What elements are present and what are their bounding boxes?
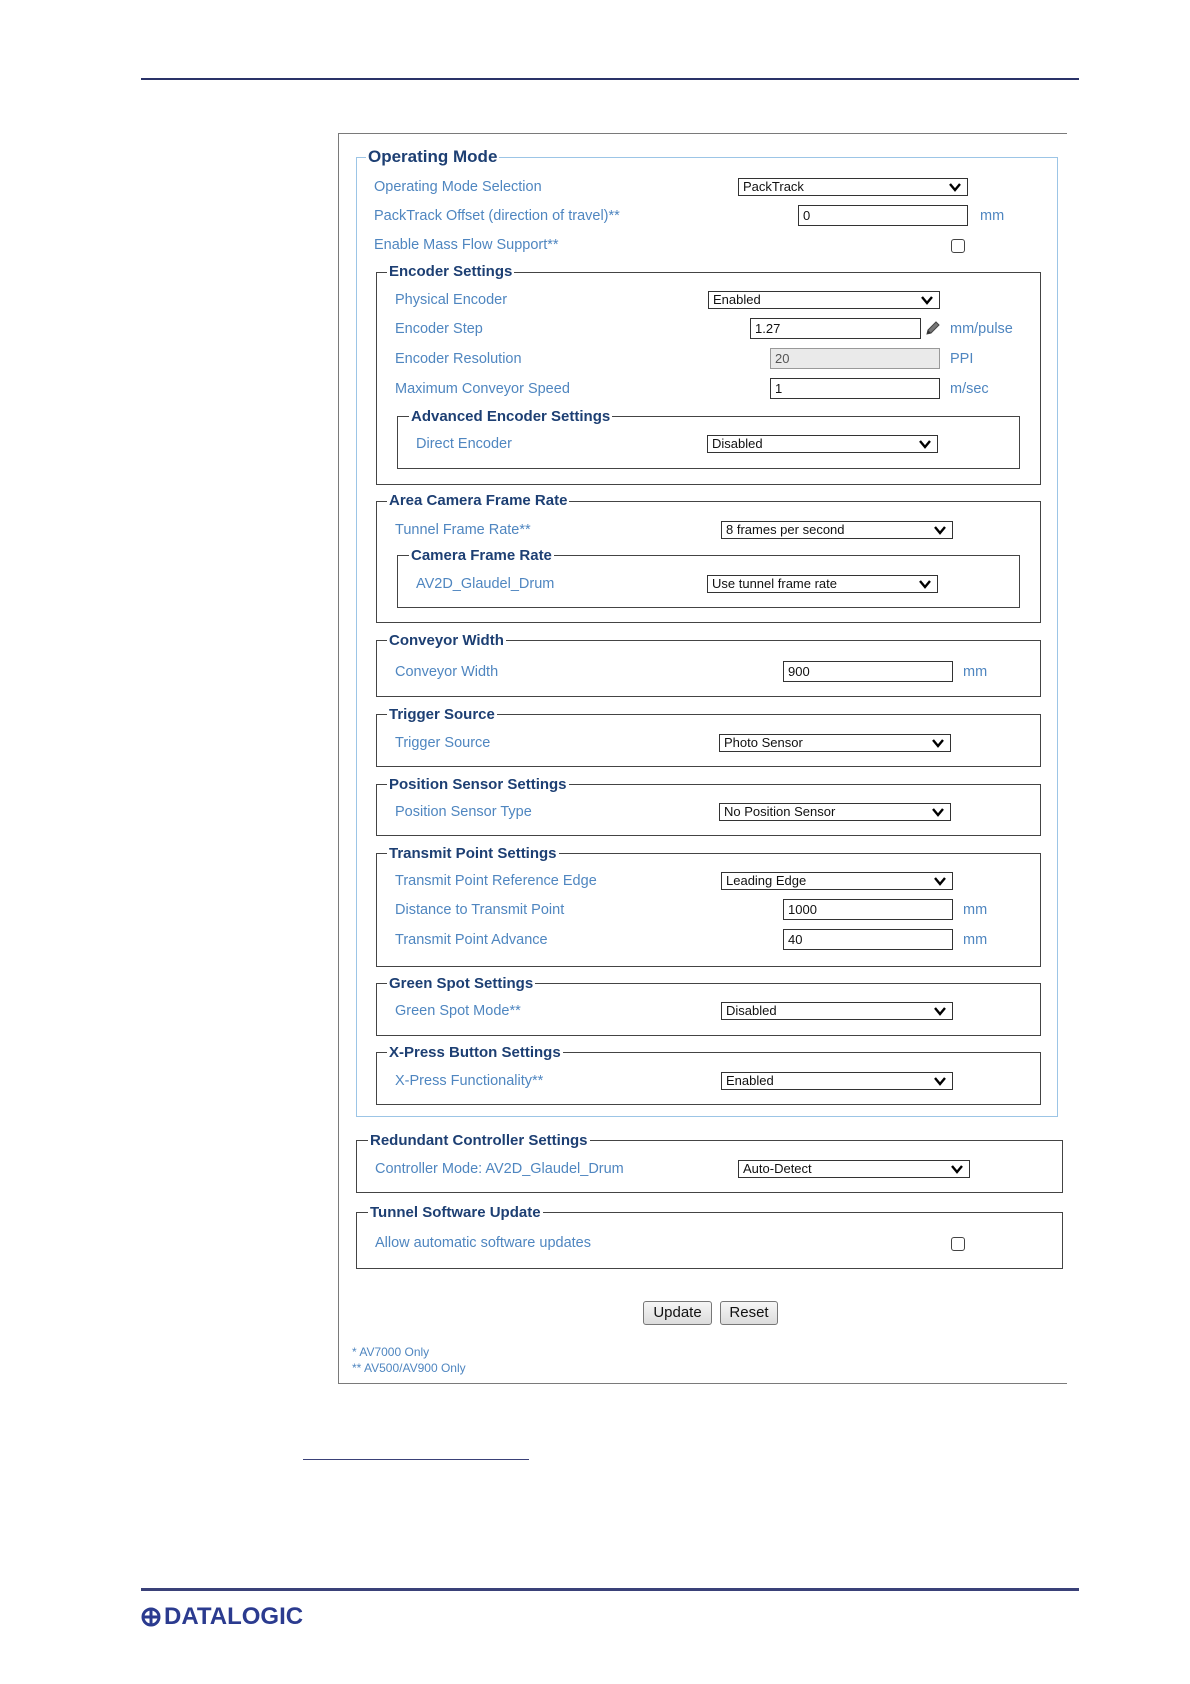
transmit-edge-select-value: Leading Edge — [726, 873, 807, 888]
green-spot-select-value: Disabled — [726, 1003, 777, 1018]
chevron-down-icon — [951, 1164, 963, 1174]
update-button[interactable]: Update — [643, 1301, 712, 1325]
encoder-step-label: Encoder Step — [395, 321, 483, 337]
encoder-resolution-input: 20 — [770, 348, 940, 369]
footnote-av500-av900: ** AV500/AV900 Only — [352, 1361, 466, 1375]
transmit-distance-input[interactable]: 1000 — [783, 899, 953, 920]
controller-mode-select[interactable] — [738, 1160, 970, 1178]
position-sensor-select[interactable] — [719, 803, 951, 821]
position-sensor-label: Position Sensor Type — [395, 804, 532, 820]
chevron-down-icon — [932, 738, 944, 748]
transmit-advance-input[interactable]: 40 — [783, 929, 953, 950]
chevron-down-icon — [932, 807, 944, 817]
redundant-controller-legend: Redundant Controller Settings — [370, 1132, 588, 1149]
chevron-down-icon — [934, 876, 946, 886]
trigger-source-label: Trigger Source — [395, 735, 491, 751]
operating-mode-legend: Operating Mode — [368, 147, 498, 166]
tunnel-frame-rate-label: Tunnel Frame Rate** — [395, 522, 531, 538]
reset-button[interactable]: Reset — [720, 1301, 778, 1325]
chevron-down-icon — [921, 295, 933, 305]
encoder-settings-legend: Encoder Settings — [389, 263, 513, 280]
footnote-rule — [303, 1459, 529, 1460]
header-rule — [141, 78, 1079, 80]
xpress-legend: X-Press Button Settings — [389, 1044, 561, 1061]
direct-encoder-select[interactable] — [707, 435, 938, 453]
packtrack-offset-input[interactable]: 0 — [798, 205, 968, 226]
conveyor-width-label: Conveyor Width — [395, 664, 499, 680]
conveyor-width-unit: mm — [963, 664, 988, 680]
physical-encoder-select-value: Enabled — [713, 292, 761, 307]
direct-encoder-label: Direct Encoder — [416, 436, 512, 452]
encoder-step-input[interactable]: 1.27 — [750, 318, 921, 339]
advanced-encoder-legend: Advanced Encoder Settings — [411, 408, 611, 425]
green-spot-select[interactable] — [721, 1002, 953, 1020]
tunnel-frame-rate-select[interactable] — [721, 521, 953, 539]
transmit-distance-label: Distance to Transmit Point — [395, 902, 565, 918]
camera-frame-rate-select[interactable] — [707, 575, 938, 593]
chevron-down-icon — [949, 182, 961, 192]
transmit-edge-label: Transmit Point Reference Edge — [395, 873, 597, 889]
encoder-resolution-unit: PPI — [950, 351, 974, 367]
software-update-legend: Tunnel Software Update — [370, 1204, 541, 1221]
transmit-point-legend: Transmit Point Settings — [389, 845, 557, 862]
footer-rule — [141, 1588, 1079, 1591]
trigger-source-select[interactable] — [719, 734, 951, 752]
mass-flow-checkbox[interactable] — [951, 239, 965, 253]
green-spot-label: Green Spot Mode** — [395, 1003, 521, 1019]
transmit-advance-label: Transmit Point Advance — [395, 932, 548, 948]
chevron-down-icon — [934, 525, 946, 535]
frame-rate-legend: Area Camera Frame Rate — [389, 492, 568, 509]
physical-encoder-select[interactable] — [708, 291, 940, 309]
xpress-select-value: Enabled — [726, 1073, 774, 1088]
transmit-advance-unit: mm — [963, 932, 988, 948]
trigger-source-legend: Trigger Source — [389, 706, 495, 723]
position-sensor-select-value: No Position Sensor — [724, 804, 836, 819]
position-sensor-legend: Position Sensor Settings — [389, 776, 567, 793]
mass-flow-label: Enable Mass Flow Support** — [374, 237, 559, 253]
max-conveyor-speed-input[interactable]: 1 — [770, 378, 940, 399]
xpress-select[interactable] — [721, 1072, 953, 1090]
tunnel-frame-rate-select-value: 8 frames per second — [726, 522, 845, 537]
camera-frame-rate-label: AV2D_Glaudel_Drum — [416, 576, 555, 592]
max-conveyor-speed-label: Maximum Conveyor Speed — [395, 381, 570, 397]
brand-name: DATALOGIC — [164, 1603, 304, 1630]
auto-update-checkbox[interactable] — [951, 1237, 965, 1251]
chevron-down-icon — [934, 1006, 946, 1016]
pencil-icon[interactable] — [925, 320, 941, 336]
encoder-resolution-label: Encoder Resolution — [395, 351, 522, 367]
green-spot-legend: Green Spot Settings — [389, 975, 534, 992]
direct-encoder-select-value: Disabled — [712, 436, 763, 451]
conveyor-width-legend: Conveyor Width — [389, 632, 504, 649]
operating-mode-selection-label: Operating Mode Selection — [374, 179, 542, 195]
chevron-down-icon — [919, 579, 931, 589]
xpress-label: X-Press Functionality** — [395, 1073, 544, 1089]
camera-frame-rate-select-value: Use tunnel frame rate — [712, 576, 838, 591]
footnote-av7000: * AV7000 Only — [352, 1345, 430, 1359]
operating-mode-select[interactable] — [738, 178, 968, 196]
operating-mode-select-value: PackTrack — [743, 179, 804, 194]
transmit-edge-select[interactable] — [721, 872, 953, 890]
datalogic-logo — [141, 1604, 303, 1630]
auto-update-label: Allow automatic software updates — [375, 1235, 591, 1251]
transmit-distance-unit: mm — [963, 902, 988, 918]
physical-encoder-label: Physical Encoder — [395, 292, 508, 308]
camera-frame-rate-legend: Camera Frame Rate — [411, 547, 552, 564]
trigger-source-select-value: Photo Sensor — [724, 735, 803, 750]
encoder-step-unit: mm/pulse — [950, 321, 1013, 337]
max-conveyor-speed-unit: m/sec — [950, 381, 989, 397]
chevron-down-icon — [934, 1076, 946, 1086]
chevron-down-icon — [919, 439, 931, 449]
controller-mode-select-value: Auto-Detect — [743, 1161, 812, 1176]
packtrack-offset-unit: mm — [980, 208, 1005, 224]
conveyor-width-input[interactable]: 900 — [783, 661, 953, 682]
packtrack-offset-label: PackTrack Offset (direction of travel)** — [374, 208, 620, 224]
datalogic-mark-icon — [141, 1607, 161, 1627]
controller-mode-label: Controller Mode: AV2D_Glaudel_Drum — [375, 1161, 624, 1177]
